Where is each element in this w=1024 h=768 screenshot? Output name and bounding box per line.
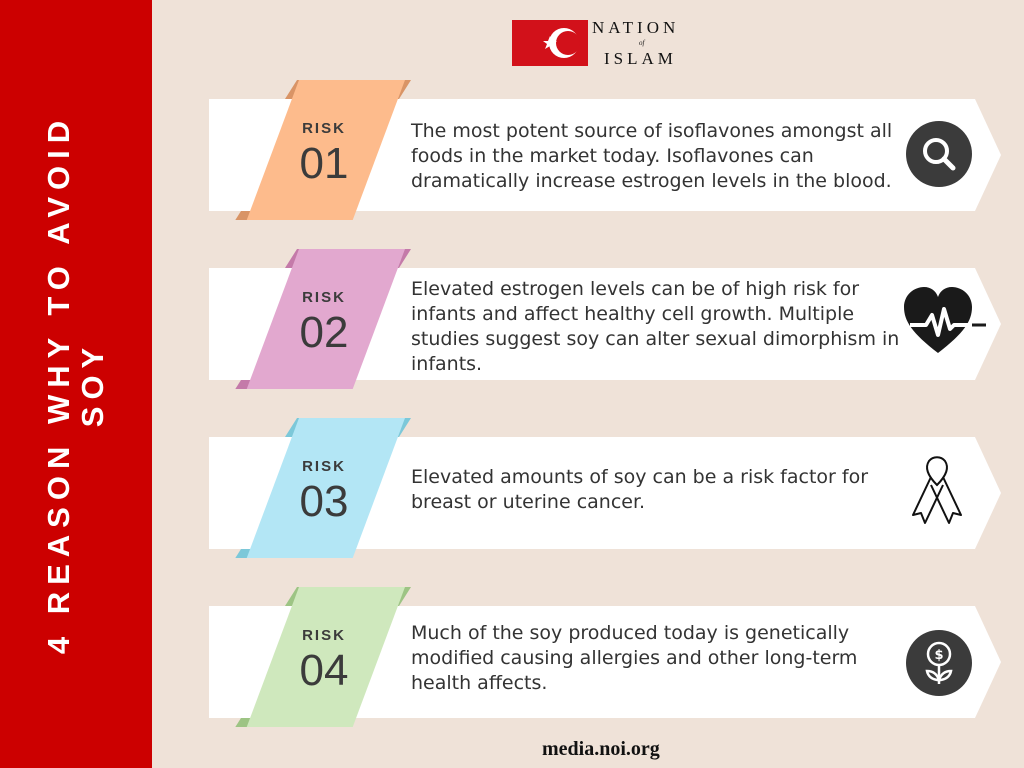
sidebar (0, 0, 152, 768)
logo (512, 18, 702, 70)
risk-card-1 (209, 99, 1001, 211)
logo-line1: NATION (592, 18, 680, 37)
risk-card-4 (209, 606, 1001, 718)
risk-card-3 (209, 437, 1001, 549)
risk-description: Much of the soy produced today is genetically modified causing allergies and other long-term health affects. (411, 622, 858, 694)
risk-label: RISK (302, 627, 346, 644)
crescent-star-flag-icon (512, 20, 588, 66)
risk-label: RISK (302, 120, 346, 137)
risk-number: 02 (299, 308, 349, 357)
risk-label: RISK (302, 458, 346, 475)
sidebar-title: 4 REASON WHY TO AVOID SOY (41, 113, 110, 655)
heartbeat-icon (902, 285, 988, 361)
risk-description: Elevated estrogen levels can be of high risk for infants and affect healthy cell growth. Multiple studies suggest soy can alter sexual dimorphism in infants. (411, 278, 900, 375)
risk-number: 01 (299, 139, 349, 188)
search-icon (906, 121, 972, 191)
risk-card-2 (209, 268, 1001, 380)
risk-description: The most potent source of isoflavones amongst all foods in the market today. Isoflavones can dramatically increase estrogen levels in the blood. (411, 120, 893, 192)
svg-text:$: $ (934, 648, 944, 663)
money-plant-icon (906, 630, 972, 700)
risk-number: 03 (299, 477, 349, 526)
logo-line2: ISLAM (604, 49, 677, 68)
logo-of: of (639, 39, 645, 47)
risk-label: RISK (302, 289, 346, 306)
awareness-ribbon-icon (909, 455, 965, 531)
risk-number: 04 (299, 646, 349, 695)
footer-url[interactable]: media.noi.org (542, 738, 660, 760)
risk-description: Elevated amounts of soy can be a risk factor for breast or uterine cancer. (411, 466, 869, 513)
